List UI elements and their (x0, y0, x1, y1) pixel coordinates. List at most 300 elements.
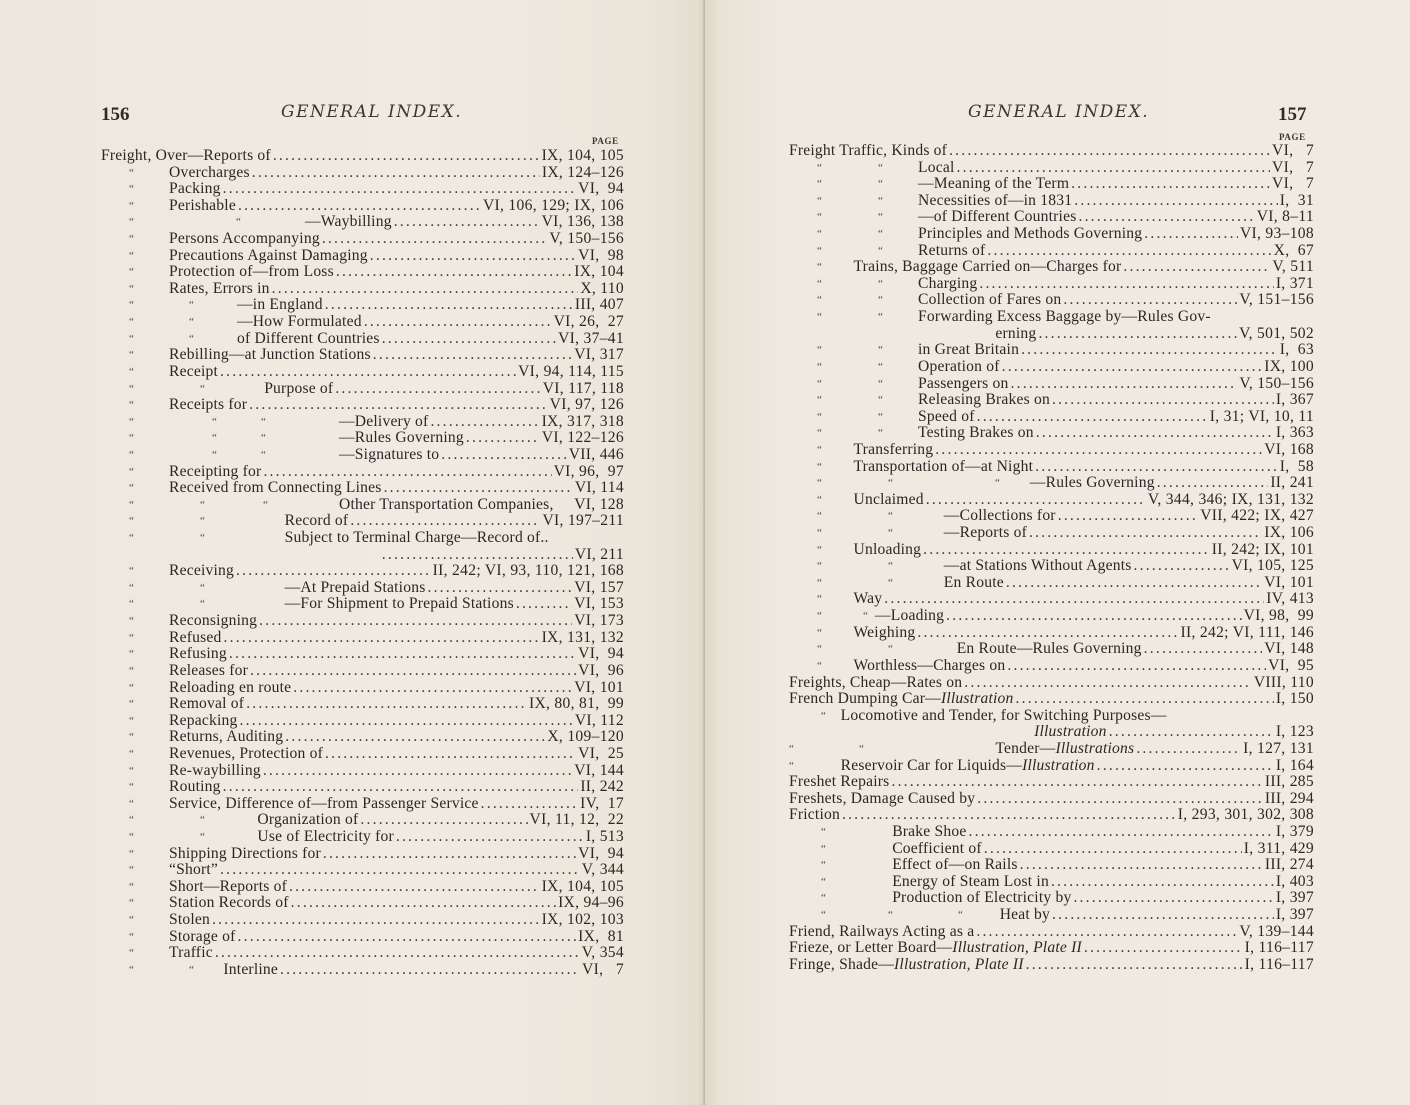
page-reference: II, 241 (1270, 474, 1314, 492)
page-reference: IX, 104, 105 (541, 877, 624, 895)
page-reference: VI, 37–41 (558, 329, 624, 347)
illustration-note: Illustrations (1055, 739, 1135, 757)
ditto-mark: “ (958, 909, 963, 922)
page-reference: IX, 81 (578, 927, 624, 945)
subheading: Worthless—Charges on (853, 656, 1006, 674)
subheading: —At Prepaid Stations (284, 578, 426, 596)
ditto-mark: “ (129, 532, 134, 545)
ditto-mark: “ (995, 477, 1000, 490)
index-term (101, 513, 348, 530)
dot-leader (976, 924, 1237, 941)
index-entry (789, 392, 1314, 409)
dot-leader (466, 430, 540, 447)
ditto-mark: “ (817, 244, 822, 257)
dot-leader (212, 912, 540, 929)
subheading: Interline (223, 960, 279, 978)
dot-leader (1029, 525, 1262, 542)
index-term (789, 890, 1071, 907)
index-entry (789, 209, 1314, 226)
index-entry (101, 945, 624, 962)
page-reference: V, 501, 502 (1239, 324, 1314, 342)
dot-leader (926, 492, 1146, 509)
ditto-mark: “ (129, 448, 134, 461)
subheading: Rebilling—at Junction Stations (169, 346, 371, 364)
dot-leader (1074, 193, 1277, 210)
ditto-mark: “ (878, 360, 883, 373)
dot-leader (923, 542, 1210, 559)
index-entry (101, 513, 624, 530)
page-reference: VI, 114 (574, 479, 624, 497)
subheading: Brake Shoe (892, 822, 967, 840)
subheading: Cheap—Rates on (849, 673, 963, 691)
index-term (789, 392, 1050, 409)
ditto-mark: “ (878, 161, 883, 174)
index-entry (101, 181, 624, 198)
page-reference: V, 511 (1272, 258, 1314, 276)
ditto-mark: “ (817, 311, 822, 324)
index-entry (789, 924, 1314, 941)
index-term (789, 292, 1061, 309)
ditto-mark: “ (200, 581, 205, 594)
index-term (101, 148, 271, 165)
index-entry (789, 890, 1314, 907)
page-reference: I, 164 (1275, 756, 1314, 774)
dot-leader (1026, 957, 1243, 974)
dot-leader (1052, 392, 1274, 409)
index-entry (101, 962, 624, 979)
index-entry (789, 276, 1314, 293)
page-reference: VI, 93–108 (1239, 225, 1314, 243)
ditto-mark: “ (863, 610, 868, 623)
subheading: Reservoir Car for Liquids— (840, 756, 1023, 774)
index-entry (101, 829, 624, 846)
subheading: Railways Acting as a (839, 922, 975, 940)
index-entry (789, 292, 1314, 309)
ditto-mark: “ (821, 825, 826, 838)
ditto-mark: “ (817, 460, 822, 473)
subheading: —Waybilling (305, 213, 392, 231)
page-reference: VI, 94 (578, 645, 624, 663)
page-reference: I, 367 (1275, 391, 1314, 409)
index-term (101, 596, 514, 613)
index-entry (789, 143, 1314, 160)
main-heading: Freshet (789, 773, 837, 791)
subheading: erning (995, 324, 1037, 342)
ditto-mark: “ (817, 443, 822, 456)
page-reference: I, 31; VI, 10, 11 (1209, 407, 1314, 425)
main-heading: Friend, (789, 922, 836, 940)
index-term (789, 209, 1076, 226)
dot-leader (220, 862, 580, 879)
ditto-mark: “ (200, 382, 205, 395)
illustration-note: Illustration, Plate II (894, 955, 1024, 973)
ditto-mark: “ (888, 510, 893, 523)
ditto-mark: “ (878, 427, 883, 440)
subheading: of Different Countries (237, 329, 380, 347)
ditto-mark: “ (817, 161, 822, 174)
index-entry (789, 243, 1314, 260)
ditto-mark: “ (817, 294, 822, 307)
ditto-mark: “ (129, 631, 134, 644)
ditto-mark: “ (888, 560, 893, 573)
dot-leader (220, 364, 516, 381)
index-entry (789, 542, 1314, 559)
dot-leader (842, 807, 1176, 824)
index-entry (101, 165, 624, 182)
subheading: Principles and Methods Governing (918, 225, 1143, 243)
index-entry (101, 331, 624, 348)
subheading: Packing (169, 180, 221, 198)
ditto-mark: “ (200, 830, 205, 843)
page-reference: IX, 317, 318 (541, 412, 624, 430)
subheading: —Reports of (943, 524, 1027, 542)
dot-leader (949, 143, 1270, 160)
subheading: Repairs (840, 773, 890, 791)
page-reference: VI, 112 (574, 711, 624, 729)
ditto-mark: “ (878, 394, 883, 407)
index-term (789, 309, 1211, 326)
page-column-label: PAGE (1279, 132, 1306, 142)
index-entry (101, 746, 624, 763)
ditto-mark: “ (878, 277, 883, 290)
page-reference: II, 242; VI, 111, 146 (1180, 623, 1314, 641)
index-entry (789, 575, 1314, 592)
index-term (101, 796, 479, 813)
index-term (789, 758, 1095, 775)
index-term (789, 774, 889, 791)
ditto-mark: “ (817, 394, 822, 407)
dot-leader (1007, 658, 1266, 675)
page-reference: VI, 128 (574, 495, 624, 513)
page-reference: IV, 413 (1266, 590, 1314, 608)
dot-leader (1002, 359, 1263, 376)
ditto-mark: “ (129, 830, 134, 843)
index-term (101, 165, 250, 182)
index-entry (789, 508, 1314, 525)
page-reference: IX, 104, 105 (541, 147, 624, 164)
ditto-mark: “ (261, 432, 266, 445)
ditto-mark: “ (878, 228, 883, 241)
index-term (789, 724, 1107, 741)
page-reference: I, 397 (1275, 889, 1314, 907)
page-reference: V, 150–156 (1239, 374, 1314, 392)
page-reference: VI, 117, 118 (542, 379, 624, 397)
index-term (101, 746, 323, 763)
ditto-mark: “ (129, 914, 134, 927)
index-entry (101, 397, 624, 414)
index-entry (789, 475, 1314, 492)
index-entry (789, 741, 1314, 758)
index-entry (101, 879, 624, 896)
index-term (101, 248, 368, 265)
ditto-mark: “ (817, 560, 822, 573)
dot-leader (263, 464, 551, 481)
dot-leader (382, 547, 573, 564)
ditto-mark: “ (129, 332, 134, 345)
ditto-mark: “ (189, 332, 194, 345)
ditto-mark: “ (817, 261, 822, 274)
page-reference: VI, 122–126 (541, 429, 624, 447)
main-heading: Freight Traffic, (789, 142, 888, 159)
dot-leader (259, 613, 572, 630)
subheading: Shade— (839, 955, 895, 973)
dot-leader (289, 879, 540, 896)
subheading: —For Shipment to Prepaid Stations (284, 595, 514, 613)
subheading: Refused (169, 628, 222, 646)
index-entry (789, 675, 1314, 692)
page-reference: VI, 148 (1264, 640, 1314, 658)
subheading: Traffic (169, 944, 213, 962)
subheading: Storage of (169, 927, 236, 945)
dot-leader (285, 729, 545, 746)
dot-leader (1136, 741, 1241, 758)
index-entry (101, 447, 624, 464)
page-reference: IX, 80, 81, 99 (528, 695, 624, 713)
dot-leader (272, 281, 579, 298)
page-reference: I, 127, 131 (1243, 739, 1314, 757)
dot-leader (1157, 475, 1269, 492)
dot-leader (273, 148, 540, 165)
index-term (101, 563, 234, 580)
subheading: Kinds of (891, 142, 948, 159)
dot-leader (384, 480, 573, 497)
page-reference: V, 354 (581, 944, 624, 962)
index-entry (101, 414, 624, 431)
index-entry (789, 791, 1314, 808)
page-reference: V, 150–156 (549, 230, 624, 248)
index-entry (789, 591, 1314, 608)
subheading: Service, Difference of—from Passenger Service (169, 794, 479, 812)
page-reference: IX, 131, 132 (541, 628, 624, 646)
dot-leader (969, 824, 1274, 841)
main-heading: Freshets, (789, 789, 847, 807)
ditto-mark: “ (888, 643, 893, 656)
ditto-mark: “ (878, 311, 883, 324)
index-entry (789, 525, 1314, 542)
subheading: Unclaimed (853, 490, 924, 508)
index-entry (101, 497, 624, 514)
subheading: —in England (237, 296, 323, 314)
index-term (789, 924, 974, 941)
index-entry (101, 613, 624, 630)
dot-leader (335, 381, 540, 398)
ditto-mark: “ (817, 543, 822, 556)
page-reference: VI, 136, 138 (541, 213, 624, 231)
ditto-mark: “ (129, 797, 134, 810)
index-term (789, 907, 1050, 924)
dot-leader (1097, 758, 1274, 775)
dot-leader (360, 812, 527, 829)
subheading: Over—Reports of (155, 147, 271, 164)
index-term (789, 940, 1082, 957)
ditto-mark: “ (821, 842, 826, 855)
subheading: Re-waybilling (169, 761, 261, 779)
index-entry (789, 907, 1314, 924)
ditto-mark: “ (212, 432, 217, 445)
dot-leader (957, 160, 1271, 177)
ditto-mark: “ (129, 299, 134, 312)
page-reference: II, 242; VI, 93, 110, 121, 168 (432, 562, 624, 580)
dot-leader (1036, 425, 1274, 442)
subheading: Reconsigning (169, 612, 258, 630)
index-term (789, 193, 1072, 210)
main-heading: Frieze, (789, 939, 834, 957)
index-entry (789, 608, 1314, 625)
subheading: —Collections for (943, 507, 1056, 525)
subheading: Routing (169, 778, 221, 796)
index-term (101, 480, 382, 497)
index-term (101, 214, 392, 231)
dot-leader (1144, 641, 1263, 658)
ditto-mark: “ (129, 880, 134, 893)
ditto-mark: “ (821, 892, 826, 905)
dot-leader (884, 591, 1264, 608)
index-term (101, 347, 371, 364)
index-entry (101, 580, 624, 597)
page-reference: VI, 98, 99 (1243, 607, 1314, 625)
ditto-mark: “ (129, 399, 134, 412)
index-term (789, 160, 955, 177)
index-entry (101, 779, 624, 796)
index-entry (789, 874, 1314, 891)
dot-leader (215, 945, 580, 962)
ditto-mark: “ (129, 365, 134, 378)
ditto-mark: “ (817, 493, 822, 506)
ditto-mark: “ (817, 228, 822, 241)
index-entry (789, 342, 1314, 359)
ditto-mark: “ (129, 714, 134, 727)
index-entry (101, 812, 624, 829)
ditto-mark: “ (821, 909, 826, 922)
dot-leader (1109, 724, 1274, 741)
index-term (101, 945, 213, 962)
index-entry (789, 641, 1314, 658)
subheading: Transferring (853, 440, 934, 458)
page-reference: VI, 157 (574, 578, 624, 596)
index-term (789, 708, 1167, 725)
index-term (789, 492, 924, 509)
index-entry (101, 895, 624, 912)
index-term (101, 198, 236, 215)
page-reference: III, 407 (574, 296, 624, 314)
index-entry (101, 281, 624, 298)
main-heading: French (789, 690, 834, 708)
page-reference: II, 242; IX, 101 (1211, 540, 1314, 558)
dot-leader (1071, 176, 1270, 193)
ditto-mark: “ (129, 930, 134, 943)
page-reference: VII, 446 (568, 445, 624, 463)
dot-leader (481, 796, 579, 813)
page-reference: VI, 94, 114, 115 (518, 362, 624, 380)
subheading: Testing Brakes on (918, 424, 1034, 442)
subheading: Effect of—on Rails (892, 856, 1018, 874)
dot-leader (224, 630, 540, 647)
dot-leader (1038, 326, 1237, 343)
page-reference: VI, 26, 27 (553, 313, 624, 331)
page-reference: IV, 17 (580, 794, 624, 812)
right-page (705, 0, 1410, 1105)
page-reference: VI, 153 (574, 595, 624, 613)
index-term (789, 841, 982, 858)
subheading: Production of Electricity by (892, 889, 1072, 907)
page-reference: I, 379 (1275, 822, 1314, 840)
index-term (789, 226, 1142, 243)
ditto-mark: “ (817, 593, 822, 606)
ditto-mark: “ (129, 316, 134, 329)
subheading: Perishable (169, 196, 236, 214)
index-term (101, 264, 334, 281)
index-entry (789, 492, 1314, 509)
dot-leader (396, 829, 584, 846)
index-term (101, 381, 333, 398)
index-entry (789, 841, 1314, 858)
dot-leader (984, 841, 1242, 858)
page-reference: IX, 106 (1264, 524, 1314, 542)
index-entry (789, 774, 1314, 791)
index-entry (789, 807, 1314, 824)
ditto-mark: “ (888, 576, 893, 589)
ditto-mark: “ (200, 498, 205, 511)
index-entry (789, 708, 1314, 725)
index-entry (789, 940, 1314, 957)
page-reference: VI, 101 (1264, 573, 1314, 591)
index-entry (101, 663, 624, 680)
subheading: Damage Caused by (850, 789, 976, 807)
ditto-mark: “ (200, 814, 205, 827)
index-entries (789, 143, 1314, 973)
index-entry (789, 326, 1314, 343)
index-entry (101, 547, 624, 564)
index-term (789, 342, 1019, 359)
index-term (101, 364, 218, 381)
dot-leader (1144, 226, 1238, 243)
ditto-mark: “ (129, 747, 134, 760)
index-term (789, 326, 1036, 343)
index-entry (101, 148, 624, 165)
index-term (789, 675, 962, 692)
subheading: in Great Britain (918, 341, 1020, 359)
dot-leader (236, 563, 431, 580)
dot-leader (1035, 459, 1278, 476)
dot-leader (323, 846, 576, 863)
index-term (789, 508, 1056, 525)
dot-leader (946, 608, 1241, 625)
dot-leader (325, 746, 576, 763)
page-reference: VI, 11, 12, 22 (529, 811, 624, 829)
ditto-mark: “ (817, 610, 822, 623)
ditto-mark: “ (878, 194, 883, 207)
dot-leader (240, 713, 573, 730)
page-reference: I, 397 (1275, 906, 1314, 924)
ditto-mark: “ (129, 249, 134, 262)
index-term (789, 691, 1014, 708)
index-entry (101, 563, 624, 580)
page-reference: IX, 102, 103 (541, 911, 624, 929)
ditto-mark: “ (189, 299, 194, 312)
ditto-mark: “ (817, 576, 822, 589)
ditto-mark: “ (878, 211, 883, 224)
page-reference: I, 31 (1279, 191, 1314, 209)
ditto-mark: “ (129, 565, 134, 578)
subheading: —of Different Countries (918, 208, 1077, 226)
subheading: En Route—Rules Governing (956, 640, 1142, 658)
index-entry (101, 680, 624, 697)
index-entry (789, 226, 1314, 243)
ditto-mark: “ (817, 178, 822, 191)
index-term (101, 696, 244, 713)
page-reference: I, 363 (1275, 424, 1314, 442)
index-term (101, 613, 257, 630)
